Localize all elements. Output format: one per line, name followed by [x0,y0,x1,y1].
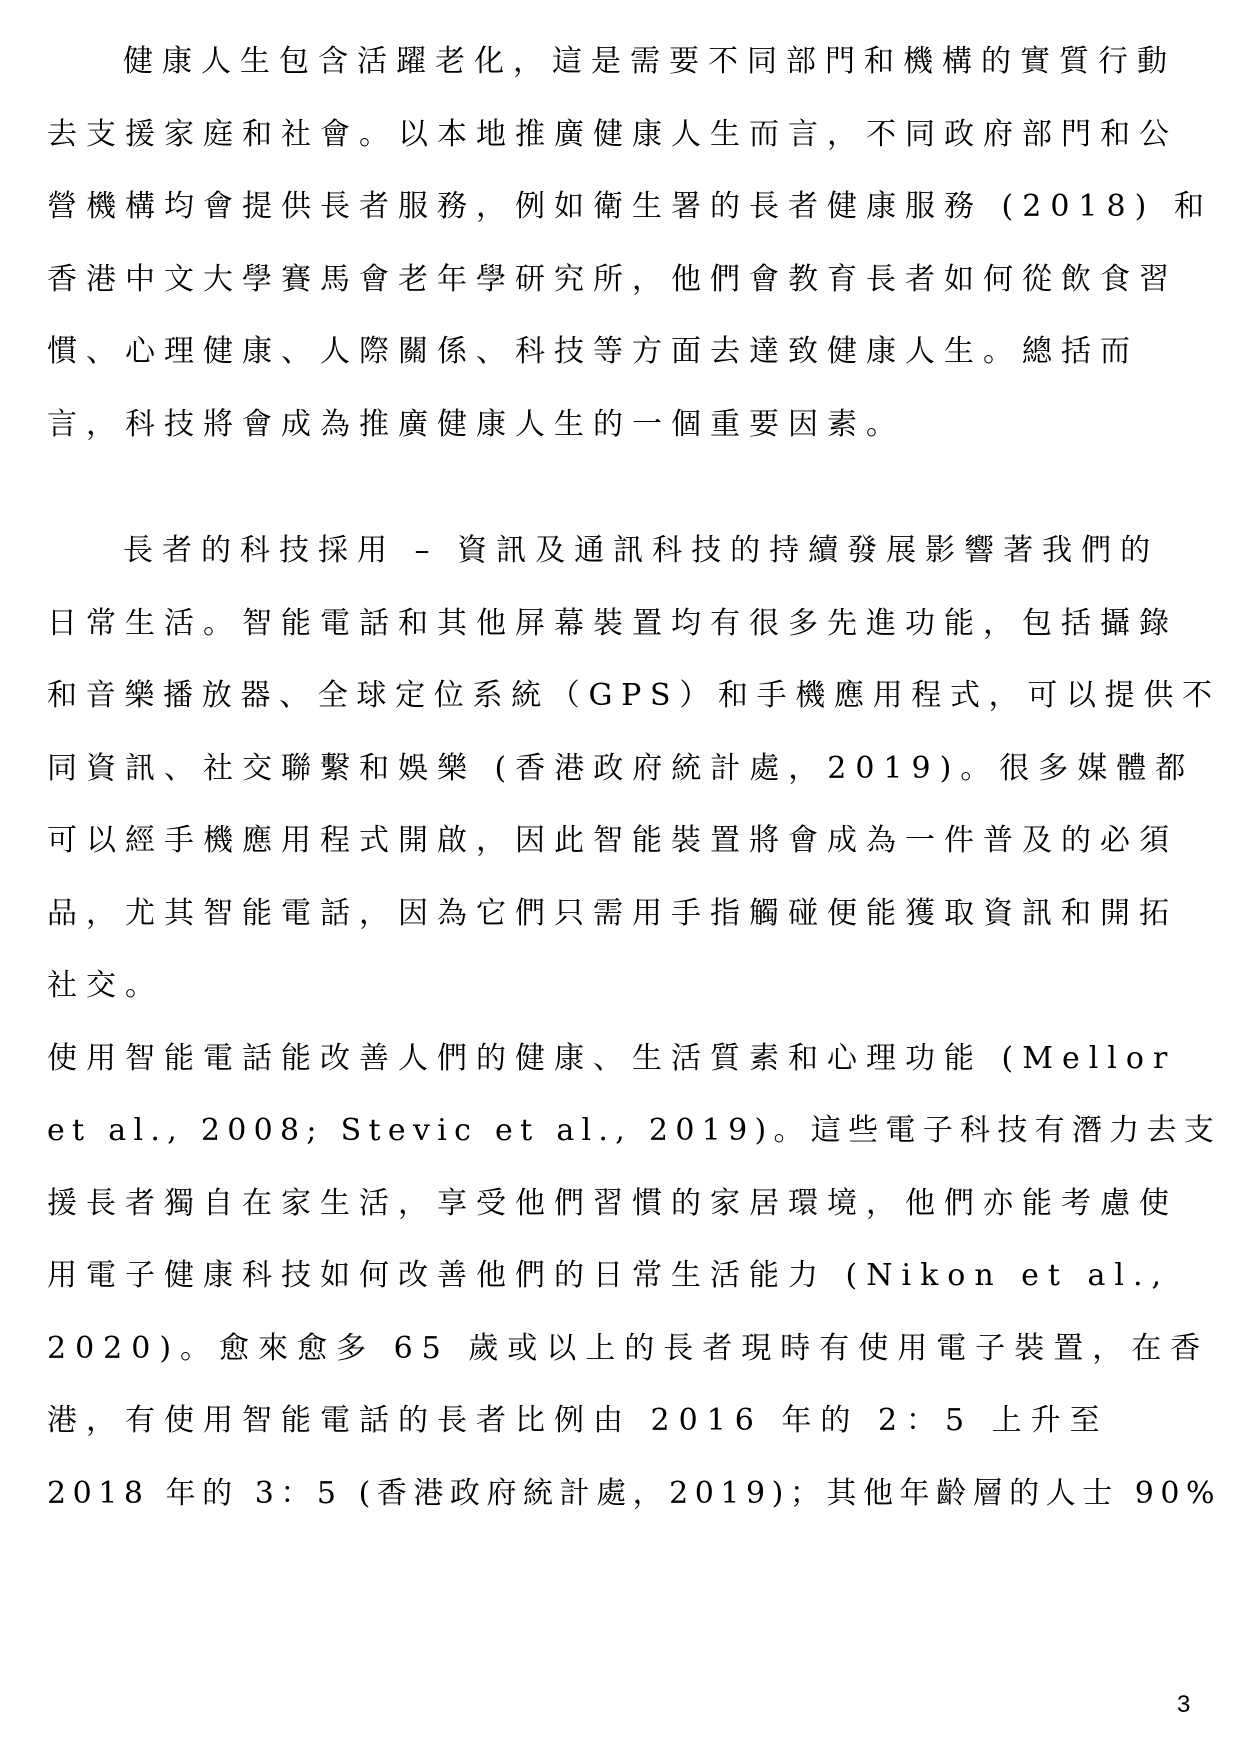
text-line: et al., 2008; Stevic et al., 2019)。這些電子科技有潛力去支 [47,1113,1222,1148]
text-line: 使用智能電話能改善人們的健康、生活質素和心理功能 (Mellor [47,1041,1177,1076]
text-line: 援長者獨自在家生活，享受他們習慣的家居環境，他們亦能考慮使 [47,1186,1178,1221]
text-line: 言，科技將會成為推廣健康人生的一個重要因素。 [47,407,905,442]
text-line: 慣、心理健康、人際關係、科技等方面去達致健康人生。總括而 [47,334,1139,369]
text-line: 2020)。愈來愈多 65 歲或以上的長者現時有使用電子裝置，在香 [47,1331,1210,1366]
text-line: 香港中文大學賽馬會老年學研究所，他們會教育長者如何從飲食習 [47,262,1178,297]
text-line: 去支援家庭和社會。以本地推廣健康人生而言，不同政府部門和公 [47,117,1178,152]
text-line: 2018 年的 3：5 (香港政府統計處，2019)；其他年齡層的人士 90% [47,1476,1222,1511]
text-line: 營機構均會提供長者服務，例如衛生署的長者健康服務 (2018) 和 [47,189,1213,224]
text-line: 港，有使用智能電話的長者比例由 2016 年的 2：5 上升至 [47,1403,1109,1438]
text-line: 健康人生包含活躍老化，這是需要不同部門和機構的實質行動 [123,44,1176,79]
text-line: 可以經手機應用程式開啟，因此智能裝置將會成為一件普及的必須 [47,823,1178,858]
text-line: 日常生活。智能電話和其他屏幕裝置均有很多先進功能，包括攝錄 [47,606,1178,641]
text-line: 用電子健康科技如何改善他們的日常生活能力 (Nikon et al., [47,1258,1171,1293]
text-line: 社交。 [47,968,164,1003]
text-line: 同資訊、社交聯繫和娛樂 (香港政府統計處，2019)。很多媒體都 [47,751,1195,786]
text-line: 長者的科技採用 – 資訊及通訊科技的持續發展影響著我們的 [123,533,1160,568]
page-number: 3 [1177,1691,1191,1718]
text-line: 品，尤其智能電話，因為它們只需用手指觸碰便能獲取資訊和開拓 [47,896,1178,931]
text-line: 和音樂播放器、全球定位系統（GPS）和手機應用程式，可以提供不 [47,678,1221,713]
